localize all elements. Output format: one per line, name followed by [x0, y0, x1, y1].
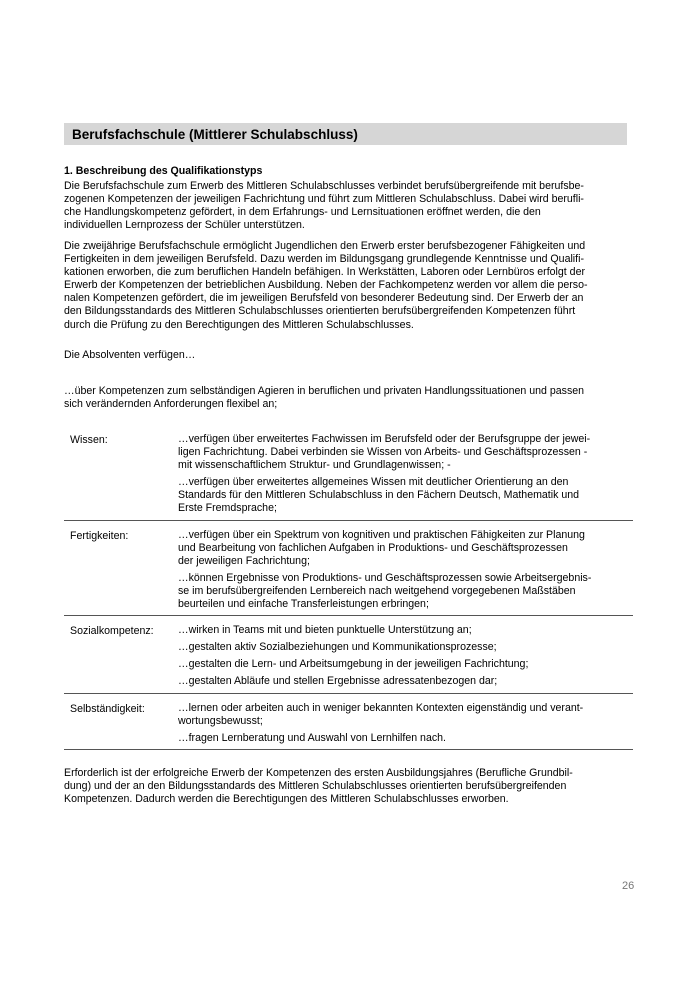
text-line: Fertigkeiten in dem jeweiligen Berufsfeld. Dazu werden im Bildungsgang grundlegende Kenntnisse und Qualifi-	[64, 253, 584, 266]
page-number: 26	[622, 880, 635, 892]
competency-row-selbstaendigkeit	[64, 693, 633, 749]
competency-item: …verfügen über erweitertes Fachwissen im Berufsfeld oder der Berufsgruppe der jewei- ligen Fachrichtung. Dabei verbinden sie Wissen von Arbeits- und Geschäftsprozessen - mit wissenschaftlichem Struktur- und Grundlagenwissen; -	[178, 433, 591, 472]
competency-label: Selbständigkeit:	[64, 693, 178, 749]
text-line: den Bildungsstandards des Mittleren Schulabschlusses orientierten berufsübergreifenden Kompetenzen führt	[64, 305, 576, 318]
competency-table	[64, 425, 633, 750]
text-line: nalen Kompetenzen gefördert, die im jeweiligen Berufsfeld von besonderer Bedeutung sind. Der Erwerb der an	[64, 292, 584, 305]
competency-row-fertigkeiten	[64, 520, 633, 616]
competency-label: Wissen:	[64, 425, 178, 520]
text-line: Kompetenzen. Dadurch werden die Berechtigungen des Mittleren Schulabschlusses erworben.	[64, 793, 509, 806]
text-line: durch die Prüfung zu den Berechtigungen des Mittleren Schulabschlusses.	[64, 318, 414, 331]
paragraph-details	[64, 240, 629, 332]
absolventen-line: Die Absolventen verfügen…	[64, 349, 196, 361]
competency-item: …verfügen über erweitertes allgemeines Wissen mit deutlicher Orientierung an den Standards für den Mittleren Schulabschluss in den Fächern Deutsch, Mathematik und Erste Fremdsprache;	[178, 476, 580, 515]
competency-item: …gestalten die Lern- und Arbeitsumgebung in der jeweiligen Fachrichtung;	[178, 658, 529, 671]
text-line: individuellen Lernprozess der Schüler unterstützen.	[64, 219, 305, 232]
competency-row-wissen	[64, 425, 633, 520]
text-line: che Handlungskompetenz gefördert, in dem Erfahrungs- und Lernsituationen eröffnet werden, die den	[64, 206, 541, 219]
text-line: dung) und der an den Bildungsstandards des Mittleren Schulabschlusses orientierten berufsübergreifenden	[64, 780, 567, 793]
competency-row-sozialkompetenz	[64, 616, 633, 693]
text-line: kationen erworben, die zum beruflichen Handeln befähigen. In Werkstätten, Laboren oder Lernbüros erfolgt der	[64, 266, 585, 279]
competency-label: Sozialkompetenz:	[64, 616, 178, 693]
competency-item: …gestalten aktiv Sozialbeziehungen und Kommunikationsprozesse;	[178, 641, 497, 654]
text-line: Erforderlich ist der erfolgreiche Erwerb der Kompetenzen des ersten Ausbildungsjahres (Berufliche Grundbil-	[64, 767, 573, 779]
paragraph-closing	[64, 767, 629, 806]
paragraph-description	[64, 180, 629, 232]
competency-item: …können Ergebnisse von Produktions- und Geschäftsprozessen sowie Arbeitsergebnis- se im berufsübergreifenden Lernbereich nach weitgehend vorgegebenen Maßstäben beurteilen und einfache Transferleistungen erbringen;	[178, 571, 592, 611]
text-line: Die Berufsfachschule zum Erwerb des Mittleren Schulabschlusses verbindet berufsübergreifende mit berufsbe-	[64, 180, 584, 192]
competency-item: …wirken in Teams mit und bieten punktuelle Unterstützung an;	[178, 624, 472, 637]
competency-label: Fertigkeiten:	[64, 520, 178, 616]
paragraph-intro	[64, 385, 629, 411]
competency-item: …verfügen über ein Spektrum von kognitiven und praktischen Fähigkeiten zur Planung und Bearbeitung von fachlichen Aufgaben in Produktions- und Geschäftsprozessen der jeweiligen Fachrichtung;	[178, 528, 585, 567]
section-heading: 1. Beschreibung des Qualifikationstyps	[64, 165, 263, 177]
text-line: Die zweijährige Berufsfachschule ermöglicht Jugendlichen den Erwerb erster berufsbezogener Fähigkeiten und	[64, 240, 586, 252]
text-line: Erwerb der Kompetenzen der betrieblichen Ausbildung. Neben der Fachkompetenz werden vor allem die perso-	[64, 279, 588, 292]
text-line: sich verändernden Anforderungen flexibel an;	[64, 398, 278, 411]
text-line: zogenen Kompetenzen der jeweiligen Fachrichtung und führt zum Mittleren Schulabschluss. Dabei wird berufli-	[64, 193, 584, 206]
competency-item: …gestalten Abläufe und stellen Ergebnisse adressatenbezogen dar;	[178, 675, 498, 688]
text-line: …über Kompetenzen zum selbständigen Agieren in beruflichen und privaten Handlungssituationen und passen	[64, 385, 585, 397]
competency-item: …fragen Lernberatung und Auswahl von Lernhilfen nach.	[178, 731, 446, 744]
competency-item: …lernen oder arbeiten auch in weniger bekannten Kontexten eigenständig und verant- wortungsbewusst;	[178, 701, 584, 727]
page-title: Berufsfachschule (Mittlerer Schulabschluss)	[64, 123, 627, 145]
